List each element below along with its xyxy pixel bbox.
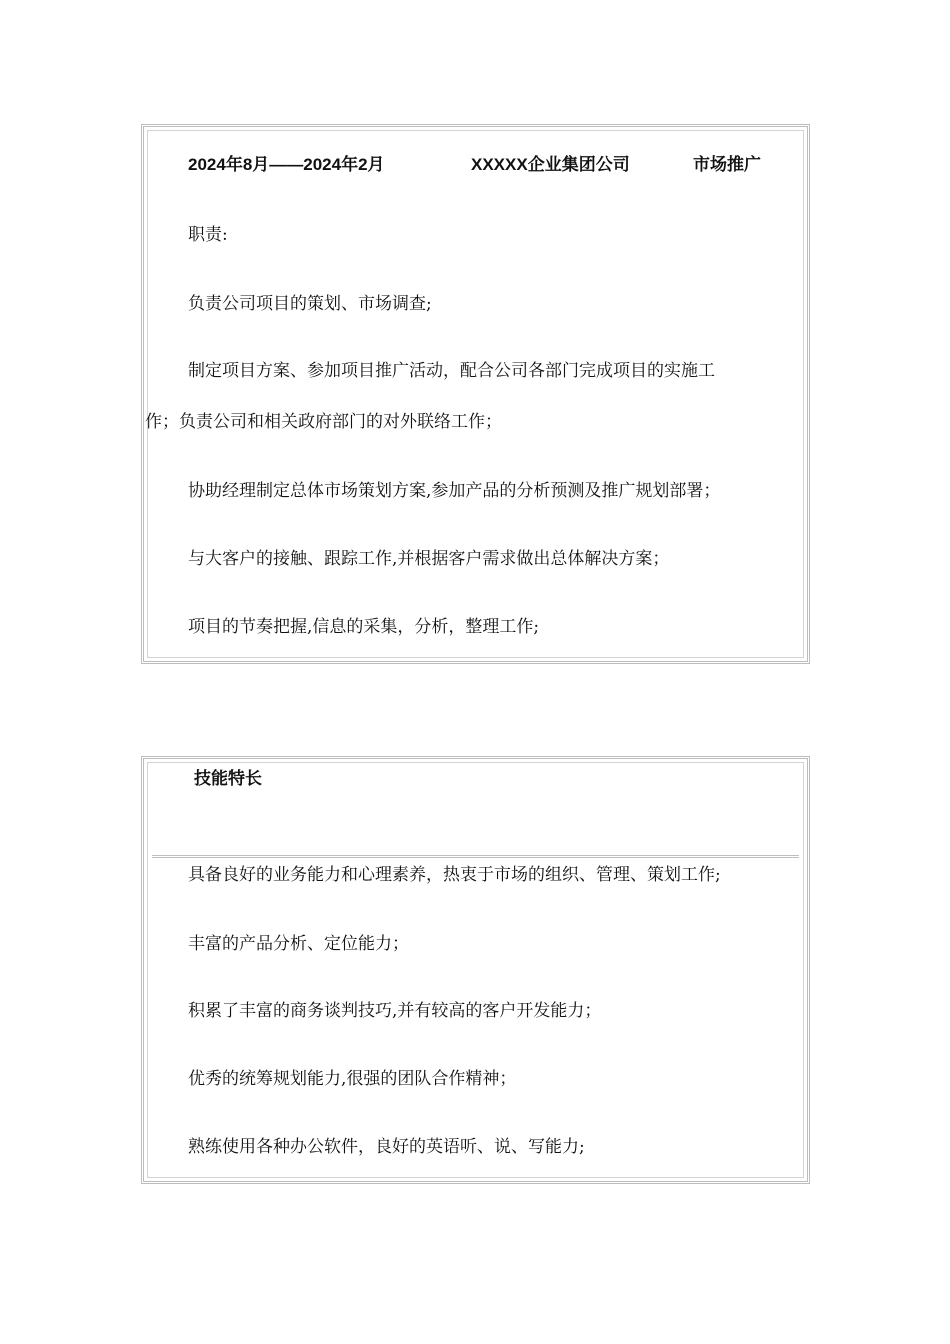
experience-period: 2024年8月——2024年2月 [188,155,385,174]
skill-item: 积累了丰富的商务谈判技巧,并有较高的客户开发能力； [188,1001,602,1021]
skill-item: 熟练使用各种办公软件，良好的英语听、说、写能力; [188,1137,585,1157]
experience-header [188,155,788,175]
work-experience-section [141,124,810,664]
duty-item-continued: 作；负责公司和相关政府部门的对外联络工作； [145,412,502,432]
experience-company: XXXXX企业集团公司 [471,155,630,174]
work-experience-frame [147,130,804,658]
duty-item: 负责公司项目的策划、市场调查; [188,294,432,314]
skill-item: 优秀的统筹规划能力,很强的团队合作精神； [188,1069,517,1089]
skills-title: 技能特长 [194,769,262,788]
experience-position: 市场推广 [693,155,761,174]
duty-item: 项目的节奏把握,信息的采集，分析，整理工作; [188,617,540,637]
duty-item: 协助经理制定总体市场策划方案,参加产品的分析预测及推广规划部署； [188,481,721,501]
duties-label: 职责: [188,225,228,245]
skills-frame [147,762,804,1178]
duty-item: 与大客户的接触、跟踪工作,并根据客户需求做出总体解决方案； [188,549,670,569]
skill-item: 丰富的产品分析、定位能力； [188,934,409,954]
skill-item: 具备良好的业务能力和心理素养，热衷于市场的组织、管理、策划工作; [188,865,721,885]
skills-divider [152,855,799,858]
skills-section [141,756,810,1184]
duty-item: 制定项目方案、参加项目推广活动，配合公司各部门完成项目的实施工 [188,361,715,381]
